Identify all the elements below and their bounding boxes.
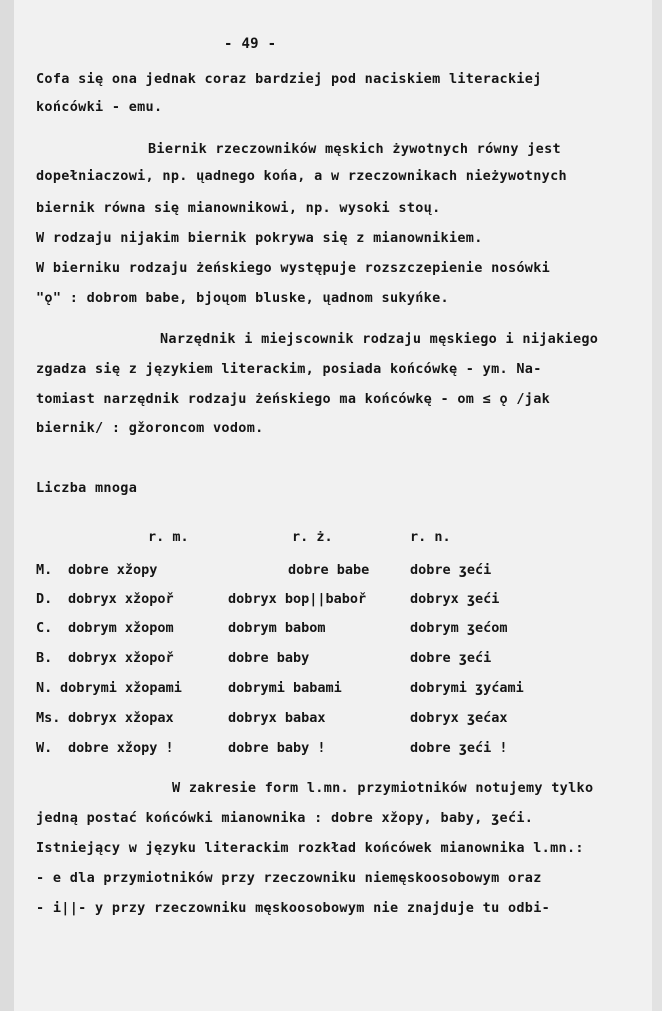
column-header: r. ż.: [292, 529, 333, 545]
paragraph-line: Cofa się ona jednak coraz bardziej pod naciskiem literackiej: [36, 71, 542, 87]
masculine-form: dobryx xžopoř: [68, 650, 174, 666]
scan-left-edge: [0, 0, 14, 1011]
neuter-form: dobre ʒeći: [410, 650, 492, 666]
case-label: N.: [36, 680, 53, 696]
paragraph-line: biernik/ : gžoroncom vodom.: [36, 420, 264, 436]
column-header: r. n.: [410, 529, 451, 545]
scan-right-edge: [652, 0, 662, 1011]
feminine-form: dobryx babax: [228, 710, 326, 726]
paragraph-line: W rodzaju nijakim biernik pokrywa się z mianownikiem.: [36, 230, 483, 246]
case-label: W.: [36, 740, 53, 756]
case-label: M.: [36, 562, 53, 578]
feminine-form: dobryx bop||baboř: [228, 591, 367, 607]
column-header: r. m.: [148, 529, 189, 545]
neuter-form: dobryx ʒećax: [410, 710, 508, 726]
masculine-form: dobre xžopy !: [68, 740, 174, 756]
masculine-form: dobrymi xžopami: [60, 680, 182, 696]
paragraph-line: - e dla przymiotników przy rzeczowniku niemęskoosobowym oraz: [36, 870, 542, 886]
neuter-form: dobrymi ʒyćami: [410, 680, 524, 696]
case-label: B.: [36, 650, 53, 666]
feminine-form: dobrym babom: [228, 620, 326, 636]
neuter-form: dobrym ʒećom: [410, 620, 508, 636]
paragraph-line: jedną postać końcówki mianownika : dobre xžopy, baby, ʒeći.: [36, 810, 534, 826]
case-label: C.: [36, 620, 53, 636]
feminine-form: dobre baby: [228, 650, 310, 666]
paragraph-line: "ǫ" : dobrom babe, bjoųom bluske, ųadnom sukyńke.: [36, 290, 449, 306]
masculine-form: dobre xžopy: [68, 562, 158, 578]
paragraph-line: tomiast narzędnik rodzaju żeńskiego ma końcówkę - om ≤ ǫ /jak: [36, 391, 551, 407]
paragraph-line: końcówki - emu.: [36, 99, 163, 115]
section-heading: Liczba mnoga: [36, 480, 138, 496]
paragraph-line: dopełniaczowi, np. ųadnego końa, a w rzeczownikach nieżywotnych: [36, 168, 567, 184]
masculine-form: dobryx xžopoř: [68, 591, 174, 607]
feminine-form: dobre baby !: [228, 740, 326, 756]
neuter-form: dobre ʒeći: [410, 562, 492, 578]
masculine-form: dobryx xžopax: [68, 710, 174, 726]
case-label: Ms.: [36, 710, 61, 726]
paragraph-line: biernik równa się mianownikowi, np. wysoki stoų.: [36, 200, 441, 216]
neuter-form: dobre ʒeći !: [410, 740, 508, 756]
paragraph-line: W bierniku rodzaju żeńskiego występuje rozszczepienie nosówki: [36, 260, 551, 276]
masculine-form: dobrym xžopom: [68, 620, 174, 636]
paragraph-line: zgadza się z językiem literackim, posiada końcówkę - ym. Na-: [36, 361, 542, 377]
paragraph-line: W zakresie form l.mn. przymiotników notujemy tylko: [172, 780, 594, 796]
neuter-form: dobryx ʒeći: [410, 591, 500, 607]
page-number: - 49 -: [224, 36, 277, 52]
paragraph-line: Narzędnik i miejscownik rodzaju męskiego i nijakiego: [160, 331, 599, 347]
feminine-form: dobrymi babami: [228, 680, 342, 696]
case-label: D.: [36, 591, 53, 607]
feminine-form: dobre babe: [288, 562, 370, 578]
paragraph-line: Istniejący w języku literackim rozkład końcówek mianownika l.mn.:: [36, 840, 584, 856]
paragraph-line: - i||- y przy rzeczowniku męskoosobowym nie znajduje tu odbi-: [36, 900, 551, 916]
paragraph-line: Biernik rzeczowników męskich żywotnych równy jest: [148, 141, 561, 157]
